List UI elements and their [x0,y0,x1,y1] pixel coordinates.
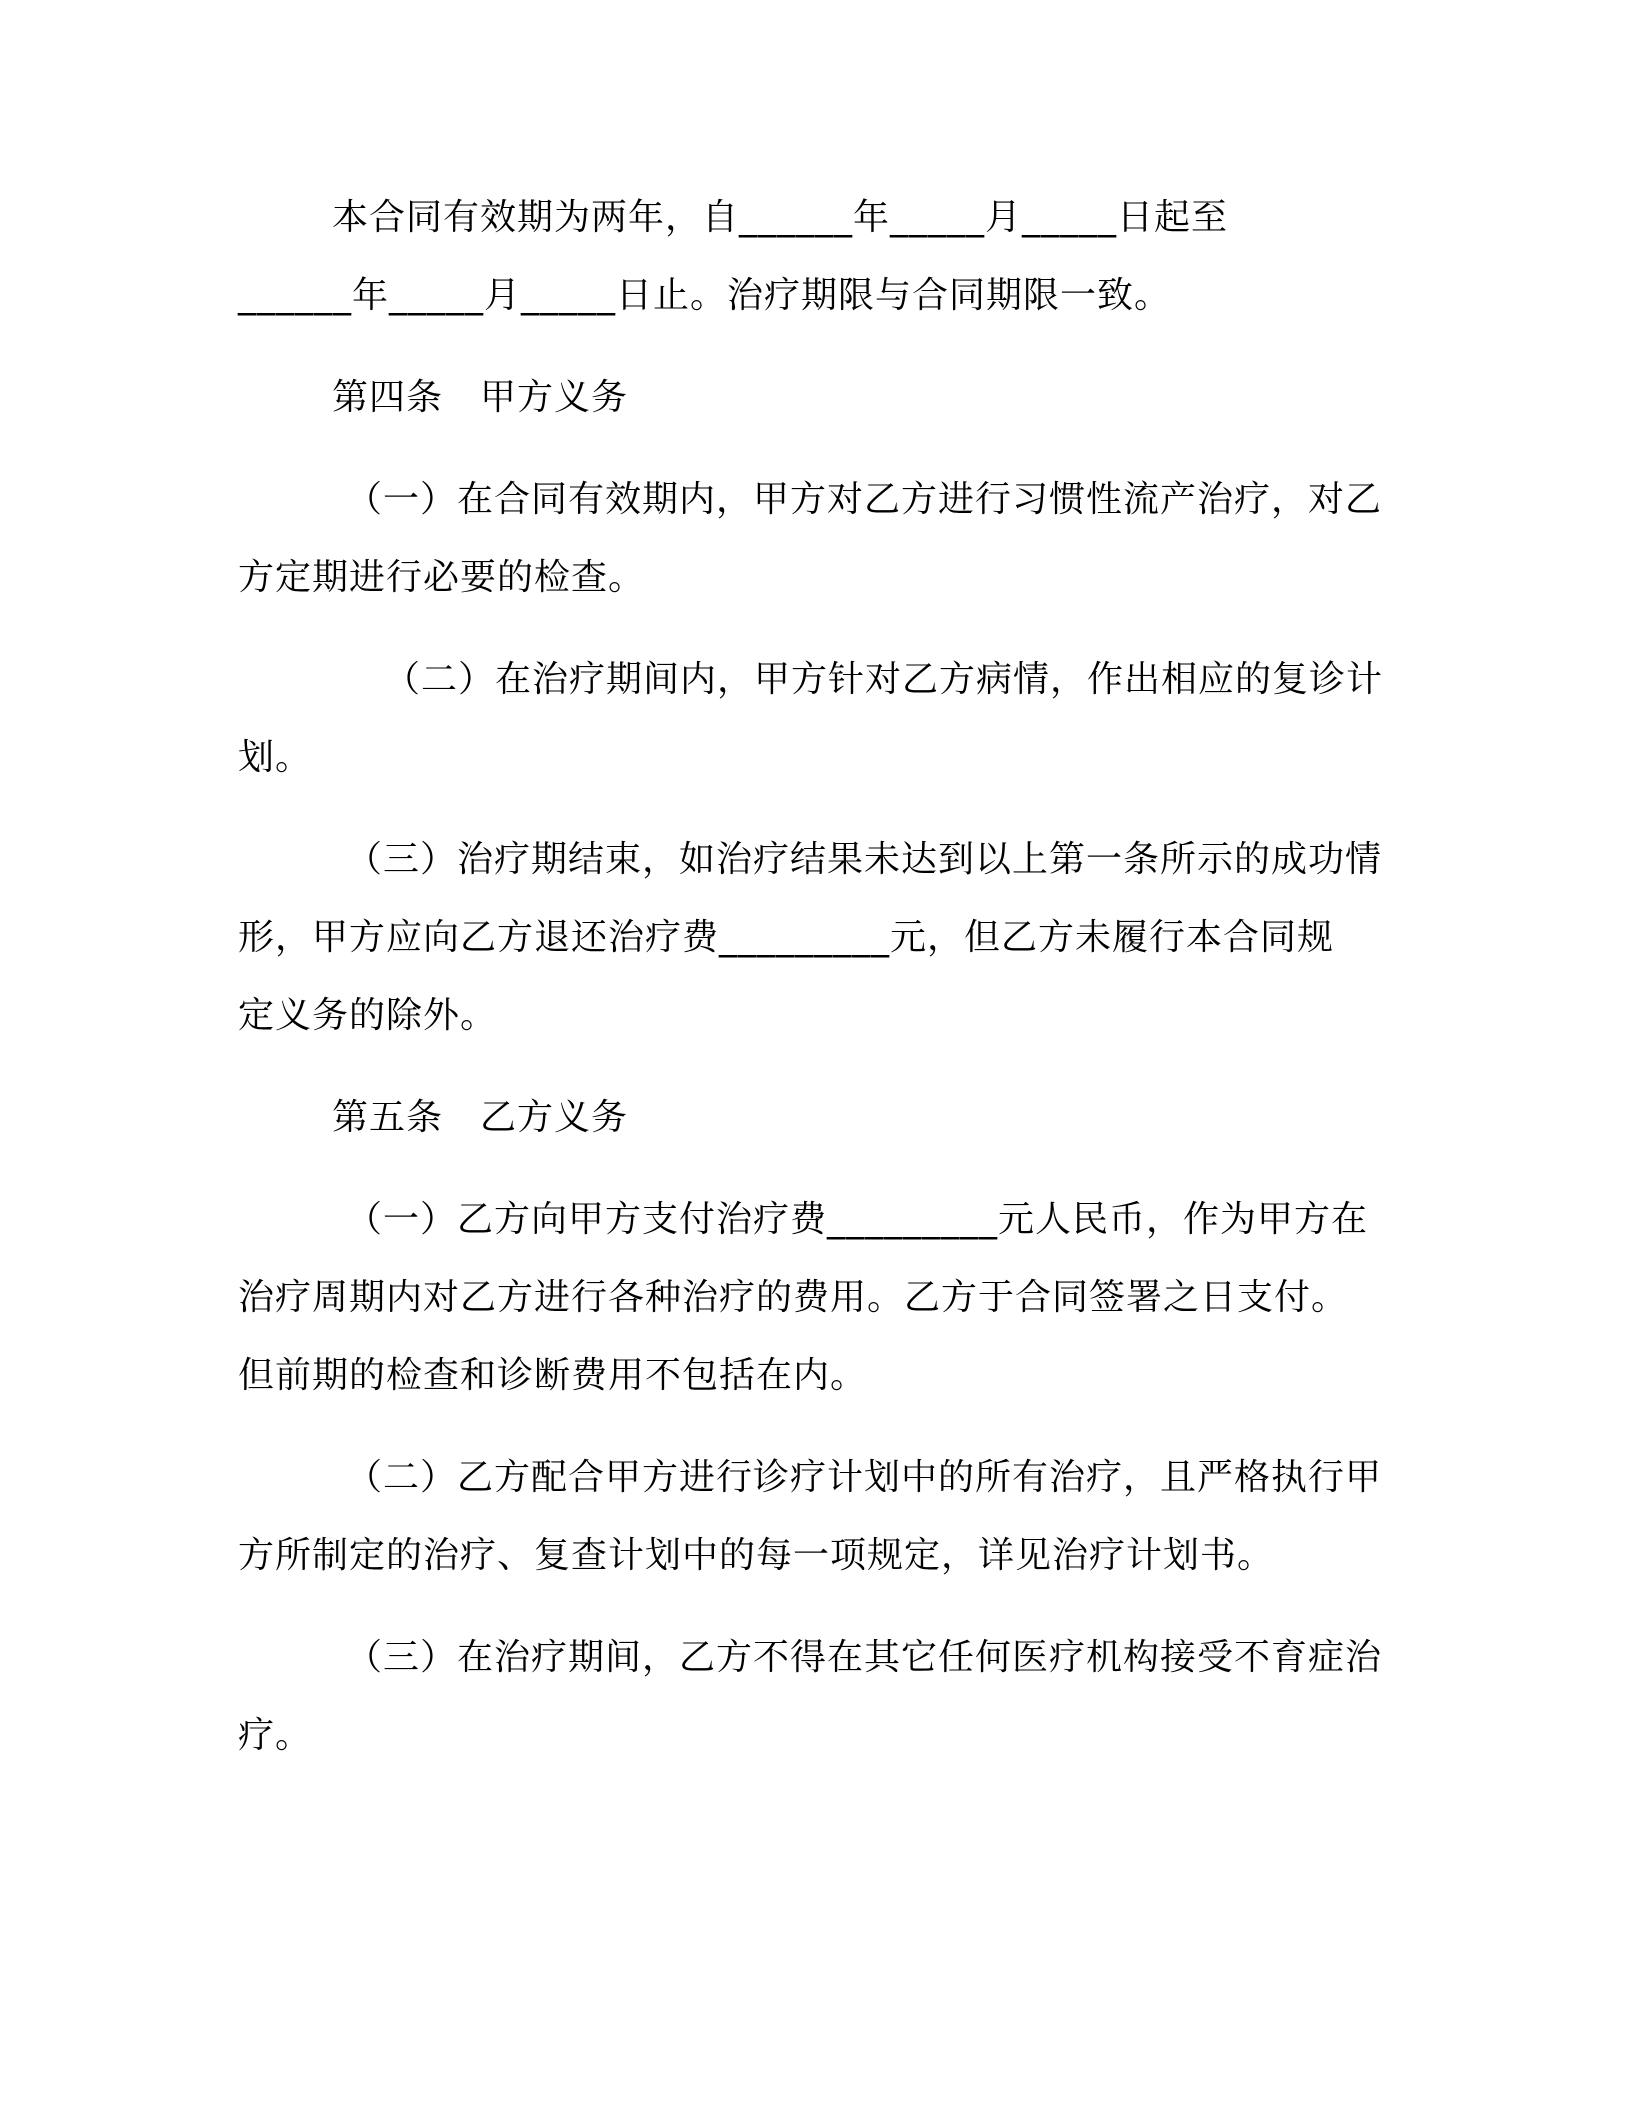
article-5-item-1-line-3: 但前期的检查和诊断费用不包括在内。 [238,1355,868,1396]
article-4-item-2-line-1: （二）在治疗期间内，甲方针对乙方病情，作出相应的复诊计 [384,659,1384,700]
article-5-item-3-line-2: 疗。 [238,1715,313,1756]
article-4-item-3-line-3: 定义务的除外。 [238,995,498,1036]
article-5-item-1-line-2: 治疗周期内对乙方进行各种治疗的费用。乙方于合同签署之日支付。 [238,1277,1349,1318]
term-paragraph-line-1: 本合同有效期为两年，自______年_____月_____日起至 [332,197,1229,238]
article-4-item-3-line-2: 形，甲方应向乙方退还治疗费_________元，但乙方未履行本合同规 [238,917,1335,958]
article-4-item-2-line-2: 划。 [238,737,313,778]
article-5-item-2-line-2: 方所制定的治疗、复查计划中的每一项规定，详见治疗计划书。 [238,1535,1275,1576]
article-5-item-2-line-1: （二）乙方配合甲方进行诊疗计划中的所有治疗，且严格执行甲 [346,1457,1383,1498]
article-4-heading: 第四条 甲方义务 [332,377,629,418]
article-4-item-1-line-2: 方定期进行必要的检查。 [238,557,646,598]
term-paragraph-line-2: ______年_____月_____日止。治疗期限与合同期限一致。 [238,275,1172,316]
article-5-item-1-line-1: （一）乙方向甲方支付治疗费_________元人民币，作为甲方在 [346,1199,1369,1240]
article-5-heading: 第五条 乙方义务 [332,1097,629,1138]
article-5-item-3-line-1: （三）在治疗期间，乙方不得在其它任何医疗机构接受不育症治 [346,1637,1383,1678]
article-4-item-1-line-1: （一）在合同有效期内，甲方对乙方进行习惯性流产治疗，对乙 [346,479,1383,520]
article-4-item-3-line-1: （三）治疗期结束，如治疗结果未达到以上第一条所示的成功情 [346,839,1383,880]
